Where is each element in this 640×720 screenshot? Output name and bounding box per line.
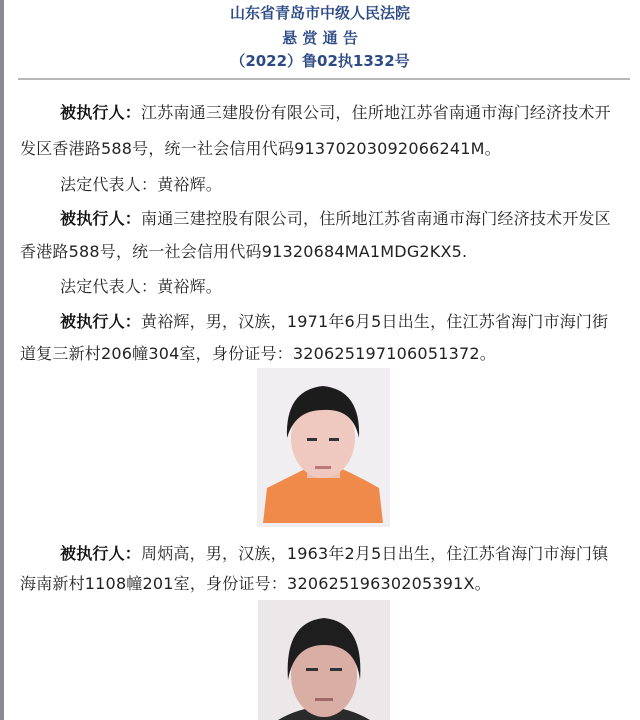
court-name: 山东省青岛市中级人民法院 — [229, 4, 410, 22]
label: 被执行人： — [60, 209, 142, 228]
text: 周炳高，男，汉族，1963年2月5日出生，住江苏省海门市海门镇 — [141, 544, 609, 563]
photo-zhou-binggao — [258, 600, 390, 720]
text: 黄裕辉，男，汉族，1971年6月5日出生，住江苏省海门市海门街 — [141, 312, 609, 331]
paragraph-2-line2: 香港路588号，统一社会信用代码91320684MA1MDG2KX5. — [20, 242, 468, 261]
paragraph-1 — [60, 100, 611, 123]
label: 被执行人： — [60, 544, 142, 563]
text: 江苏南通三建股份有限公司，住所地江苏省南通市海门经济技术开 — [141, 103, 611, 122]
paragraph-1-line2: 发区香港路588号，统一社会信用代码91370203092066241M。 — [20, 139, 501, 158]
photo-huang-yuhui — [257, 368, 390, 527]
paragraph-3-line2: 道复三新村206幢304室，身份证号：320625197106051372。 — [20, 344, 496, 363]
notice-title: 悬 赏 通 告 — [282, 29, 358, 47]
label: 被执行人： — [60, 103, 142, 122]
legal-rep-2: 法定代表人：黄裕辉。 — [60, 277, 223, 296]
paragraph-3 — [60, 309, 608, 332]
case-number: （2022）鲁02执1332号 — [230, 52, 410, 70]
paragraph-4-line2: 海南新村1108幢201室，身份证号：32062519630205391X。 — [20, 574, 491, 593]
paragraph-4 — [60, 541, 608, 564]
legal-rep-1: 法定代表人：黄裕辉。 — [60, 175, 223, 194]
paragraph-2 — [60, 206, 611, 229]
text: 南通三建控股有限公司，住所地江苏省南通市海门经济技术开发区 — [141, 209, 611, 228]
left-border — [0, 0, 4, 720]
label: 被执行人： — [60, 312, 142, 331]
divider — [18, 78, 630, 80]
